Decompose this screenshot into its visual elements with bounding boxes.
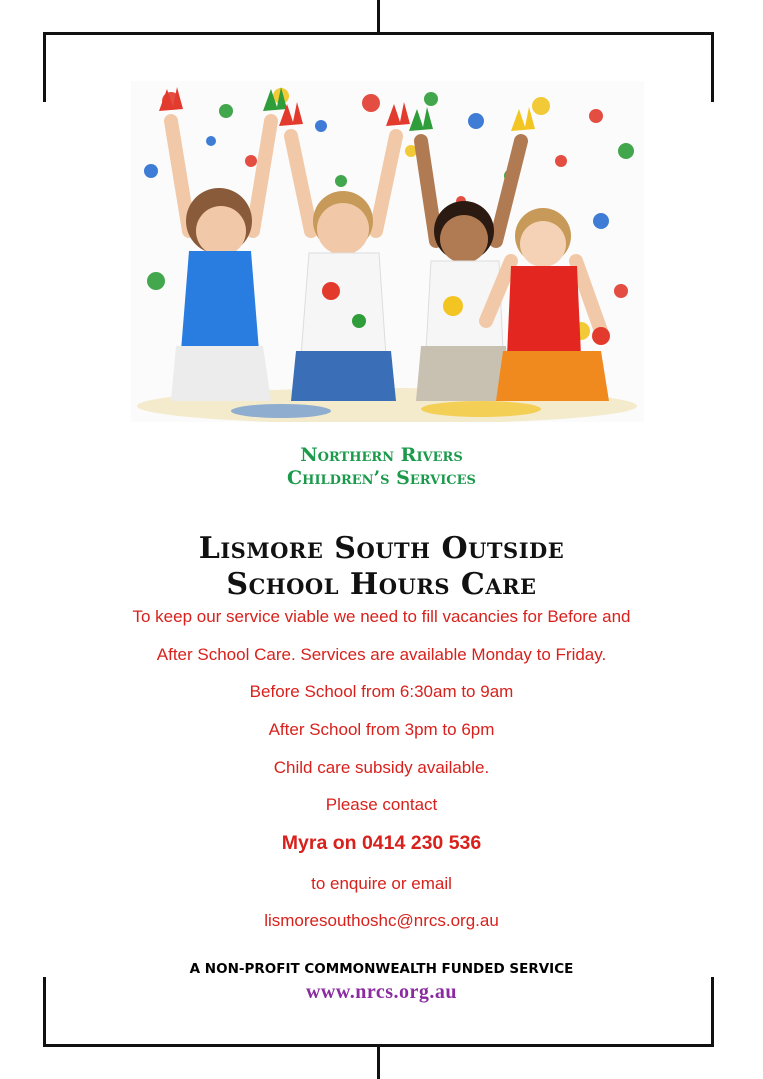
body-line-1: To keep our service viable we need to fill vacancies for Before and: [132, 607, 631, 626]
organisation-name-line1: Northern Rivers: [300, 444, 463, 466]
funding-tagline: A NON-PROFIT COMMONWEALTH FUNDED SERVICE: [189, 961, 574, 977]
subsidy-note: Child care subsidy available.: [273, 758, 490, 777]
contact-email: lismoresouthoshc@nrcs.org.au: [264, 911, 499, 930]
frame-bottom-center-tick: [377, 1044, 380, 1079]
website-link[interactable]: www.nrcs.org.au: [305, 981, 458, 1003]
children-paint-photo: [131, 81, 644, 422]
email-prompt: to enquire or email: [311, 874, 452, 893]
contact-prompt: Please contact: [325, 795, 438, 814]
flyer-title-line2: School Hours Care: [226, 567, 537, 602]
frame-top-center-tick: [377, 0, 380, 34]
body-line-2: After School Care. Services are available Monday to Friday.: [156, 645, 607, 664]
frame-top-line: [43, 32, 714, 35]
frame-top-left-tick: [43, 32, 46, 102]
flyer-title-line1: Lismore South Outside: [198, 531, 565, 566]
organisation-name-line2: Children’s Services: [287, 467, 476, 489]
before-school-hours: Before School from 6:30am to 9am: [249, 682, 514, 701]
frame-top-right-tick: [711, 32, 714, 102]
after-school-hours: After School from 3pm to 6pm: [268, 720, 495, 739]
contact-phone: Myra on 0414 230 536: [281, 832, 482, 854]
